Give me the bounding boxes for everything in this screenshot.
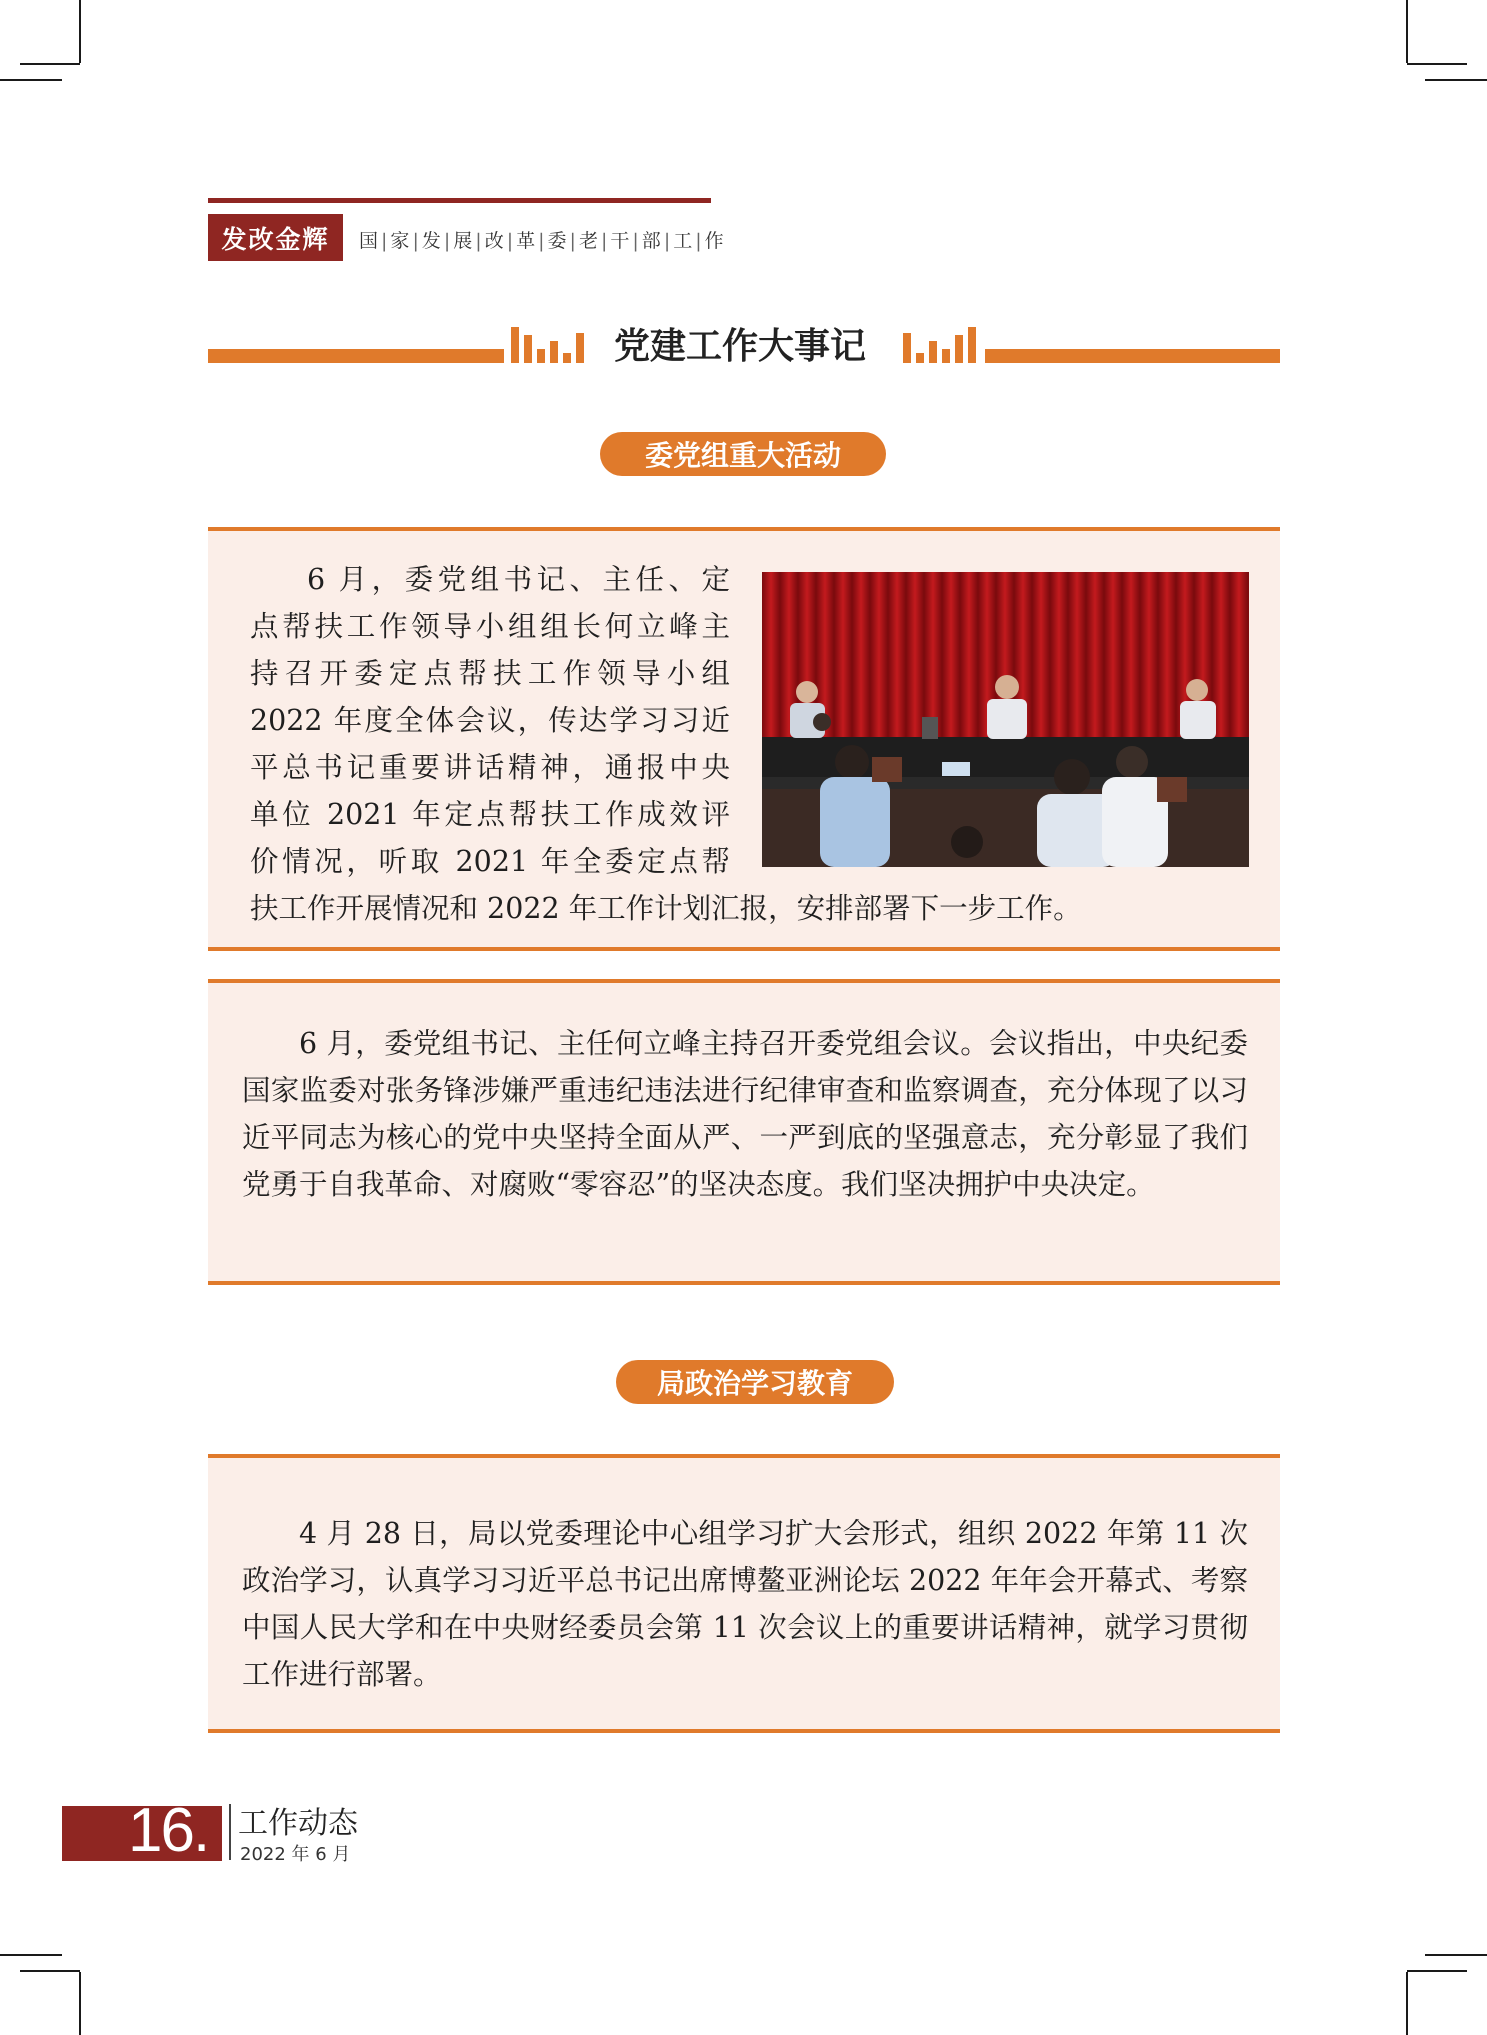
crop-mark — [1407, 63, 1467, 65]
org-separator: | — [632, 230, 639, 252]
organization-name — [356, 226, 727, 253]
crop-mark — [1406, 0, 1408, 63]
org-char: 干 — [610, 230, 630, 252]
crop-mark — [1406, 1972, 1408, 2035]
article-1-text — [250, 556, 1082, 932]
org-char: 改 — [484, 230, 504, 252]
bars-decoration-right — [903, 327, 979, 363]
section-label-political-study: 局政治学习教育 — [616, 1360, 894, 1404]
crop-mark — [79, 1972, 81, 2035]
org-separator: | — [412, 230, 419, 252]
org-char: 国 — [359, 230, 379, 252]
org-separator: | — [381, 230, 388, 252]
article-1-line: 6 月，委党组书记、主任、定 — [307, 563, 730, 596]
magazine-logo: 发改金辉 — [208, 214, 343, 261]
org-separator: | — [600, 230, 608, 252]
org-separator: | — [569, 230, 576, 252]
org-separator: | — [663, 230, 671, 252]
org-separator: | — [443, 230, 451, 252]
article-2-text: 6 月，委党组书记、主任何立峰主持召开委党组会议。会议指出，中央纪委国家监委对张务锋涉嫌严重违纪违法进行纪律审查和监察调查，充分体现了以习近平同志为核心的党中央坚持全面从严、一严到底的坚强意志，充分彰显了我们党勇于自我革命、对腐败“零容忍”的坚决态度。我们坚决拥护中央决定。 — [242, 1027, 1248, 1201]
org-char: 展 — [453, 230, 473, 252]
section-label-party-group: 委党组重大活动 — [600, 432, 886, 476]
article-1-line: 扶工作开展情况和 2022 年工作计划汇报，安排部署下一步工作。 — [250, 892, 1082, 925]
footer-divider — [229, 1804, 231, 1860]
title-bar-left — [208, 349, 504, 363]
org-separator: | — [475, 230, 482, 252]
header-rule — [208, 198, 711, 203]
meeting-photo — [762, 572, 1249, 867]
bars-decoration-left — [511, 327, 587, 363]
footer-date: 2022 年 6 月 — [240, 1844, 351, 1865]
article-1-line: 单位 2021 年定点帮扶工作成效评 — [250, 798, 730, 831]
org-char: 家 — [390, 230, 410, 252]
crop-mark — [20, 63, 80, 65]
org-char: 老 — [578, 230, 598, 252]
org-char: 部 — [641, 230, 661, 252]
article-1-line: 持召开委定点帮扶工作领导小组 — [250, 657, 730, 690]
meeting-photo-image — [762, 572, 1249, 867]
footer-section-title: 工作动态 — [238, 1806, 358, 1841]
org-char: 委 — [547, 230, 567, 252]
crop-mark — [0, 1954, 62, 1956]
crop-mark — [0, 79, 62, 81]
crop-mark — [20, 1970, 80, 1972]
page-title: 党建工作大事记 — [613, 326, 866, 367]
crop-mark — [1425, 79, 1487, 81]
org-char: 发 — [421, 230, 441, 252]
article-3-text: 4 月 28 日，局以党委理论中心组学习扩大会形式，组织 2022 年第 11 次政治学习，认真学习习近平总书记出席博鳌亚洲论坛 2022 年年会开幕式、考察中国人民大学和在中央财经委员会第 11 次会议上的重要讲话精神，就学习贯彻工作进行部署。 — [242, 1517, 1248, 1691]
crop-mark — [79, 0, 81, 63]
article-1-line: 平总书记重要讲话精神，通报中央 — [250, 751, 730, 784]
org-char: 革 — [516, 230, 536, 252]
org-separator: | — [538, 230, 545, 252]
title-bar-right — [985, 349, 1280, 363]
org-separator: | — [695, 230, 702, 252]
article-1-line: 点帮扶工作领导小组组长何立峰主 — [250, 610, 730, 643]
org-separator: | — [506, 230, 514, 252]
crop-mark — [1425, 1954, 1487, 1956]
crop-mark — [1407, 1970, 1467, 1972]
article-1-line: 价情况，听取 2021 年全委定点帮 — [250, 845, 730, 878]
page-number: 16. — [128, 1796, 209, 1865]
article-1-line: 2022 年度全体会议，传达学习习近 — [250, 704, 730, 737]
org-char: 作 — [704, 230, 724, 252]
org-char: 工 — [673, 230, 693, 252]
